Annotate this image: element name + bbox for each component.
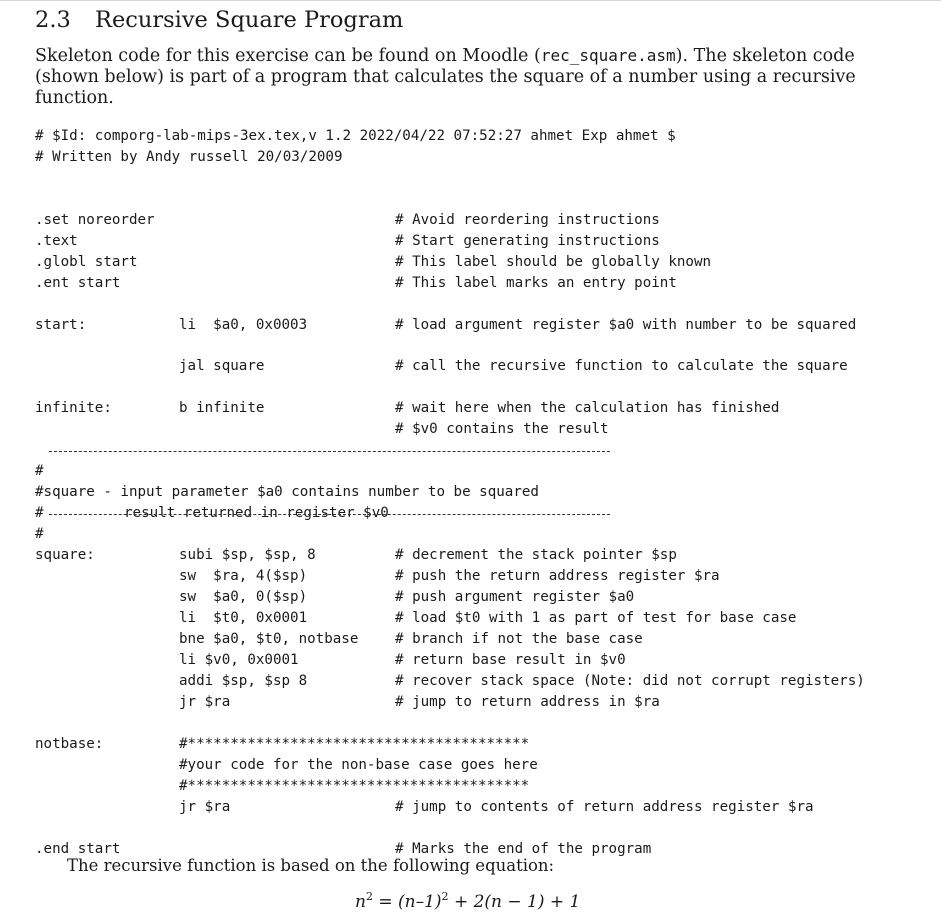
code-line-jal: jal square # call the recursive function to calculate the square xyxy=(179,358,848,374)
section-heading xyxy=(35,4,403,36)
code-line-square: sw $ra, 4($sp) # push the return address register $ra xyxy=(179,568,720,584)
code-line-square-result: # result returned in register $v0 xyxy=(35,505,389,521)
closing-text: The recursive function is based on the following equation: xyxy=(67,856,555,875)
code-line-square: addi $sp, $sp 8 # recover stack space (Note: did not corrupt registers) xyxy=(179,673,865,689)
code-line-directive: .ent start # This label marks an entry point xyxy=(35,275,677,291)
dash-separator-bottom: # xyxy=(35,526,44,542)
equation: $n^2 = (n-1)^2 + 2(n - 1) + 1$ xyxy=(355,890,581,912)
code-line-square-desc: #square - input parameter $a0 contains number to be squared xyxy=(35,484,539,500)
intro-paragraph xyxy=(35,45,915,109)
dash-separator-top: # xyxy=(35,463,44,479)
code-line-square: li $t0, 0x0001 # load $t0 with 1 as part of test for base case xyxy=(179,610,797,626)
code-line-start: start: li $a0, 0x0003 # load argument register $a0 with number to be squared xyxy=(35,317,857,333)
code-line-infinite: infinite: b infinite # wait here when the calculation has finished xyxy=(35,400,780,416)
intro-filename: rec_square.asm xyxy=(540,46,676,65)
code-line-directive: .set noreorder # Avoid reordering instructions xyxy=(35,212,660,228)
top-rule xyxy=(0,0,941,1)
code-line-stars: #**************************************** xyxy=(179,778,530,794)
code-line-notbase: notbase: #**************************************** xyxy=(35,736,530,752)
code-line-directive: .globl start # This label should be globally known xyxy=(35,254,712,270)
code-line-end: .end start # Marks the end of the program xyxy=(35,841,652,857)
code-line-square: li $v0, 0x0001 # return base result in $v0 xyxy=(179,652,626,668)
code-line-directive: .text # Start generating instructions xyxy=(35,233,660,249)
dash-rule-bottom xyxy=(49,514,610,515)
code-line-result-comment: # $v0 contains the result xyxy=(395,421,609,437)
code-line-square: bne $a0, $t0, notbase # branch if not the base case xyxy=(179,631,643,647)
intro-after: ). The skeleton code (shown below) is part of a program that calculates the square of a number using a recursive function. xyxy=(35,46,856,108)
code-line-your-code: #your code for the non-base case goes here xyxy=(179,757,538,773)
intro-before: Skeleton code for this exercise can be found on Moodle ( xyxy=(35,46,541,66)
code-line-author: # Written by Andy russell 20/03/2009 xyxy=(35,149,343,165)
code-line-jr: jr $ra # jump to contents of return address register $ra xyxy=(179,799,814,815)
code-line-id: # $Id: comporg-lab-mips-3ex.tex,v 1.2 2022/04/22 07:52:27 ahmet Exp ahmet $ xyxy=(35,128,676,144)
dash-rule-top xyxy=(49,451,610,452)
code-line-square: square: subi $sp, $sp, 8 # decrement the stack pointer $sp xyxy=(35,547,677,563)
code-line-square: sw $a0, 0($sp) # push argument register $a0 xyxy=(179,589,635,605)
section-title: Recursive Square Program xyxy=(95,7,404,33)
section-number: 2.3 xyxy=(35,7,71,33)
code-line-square: jr $ra # jump to return address in $ra xyxy=(179,694,660,710)
